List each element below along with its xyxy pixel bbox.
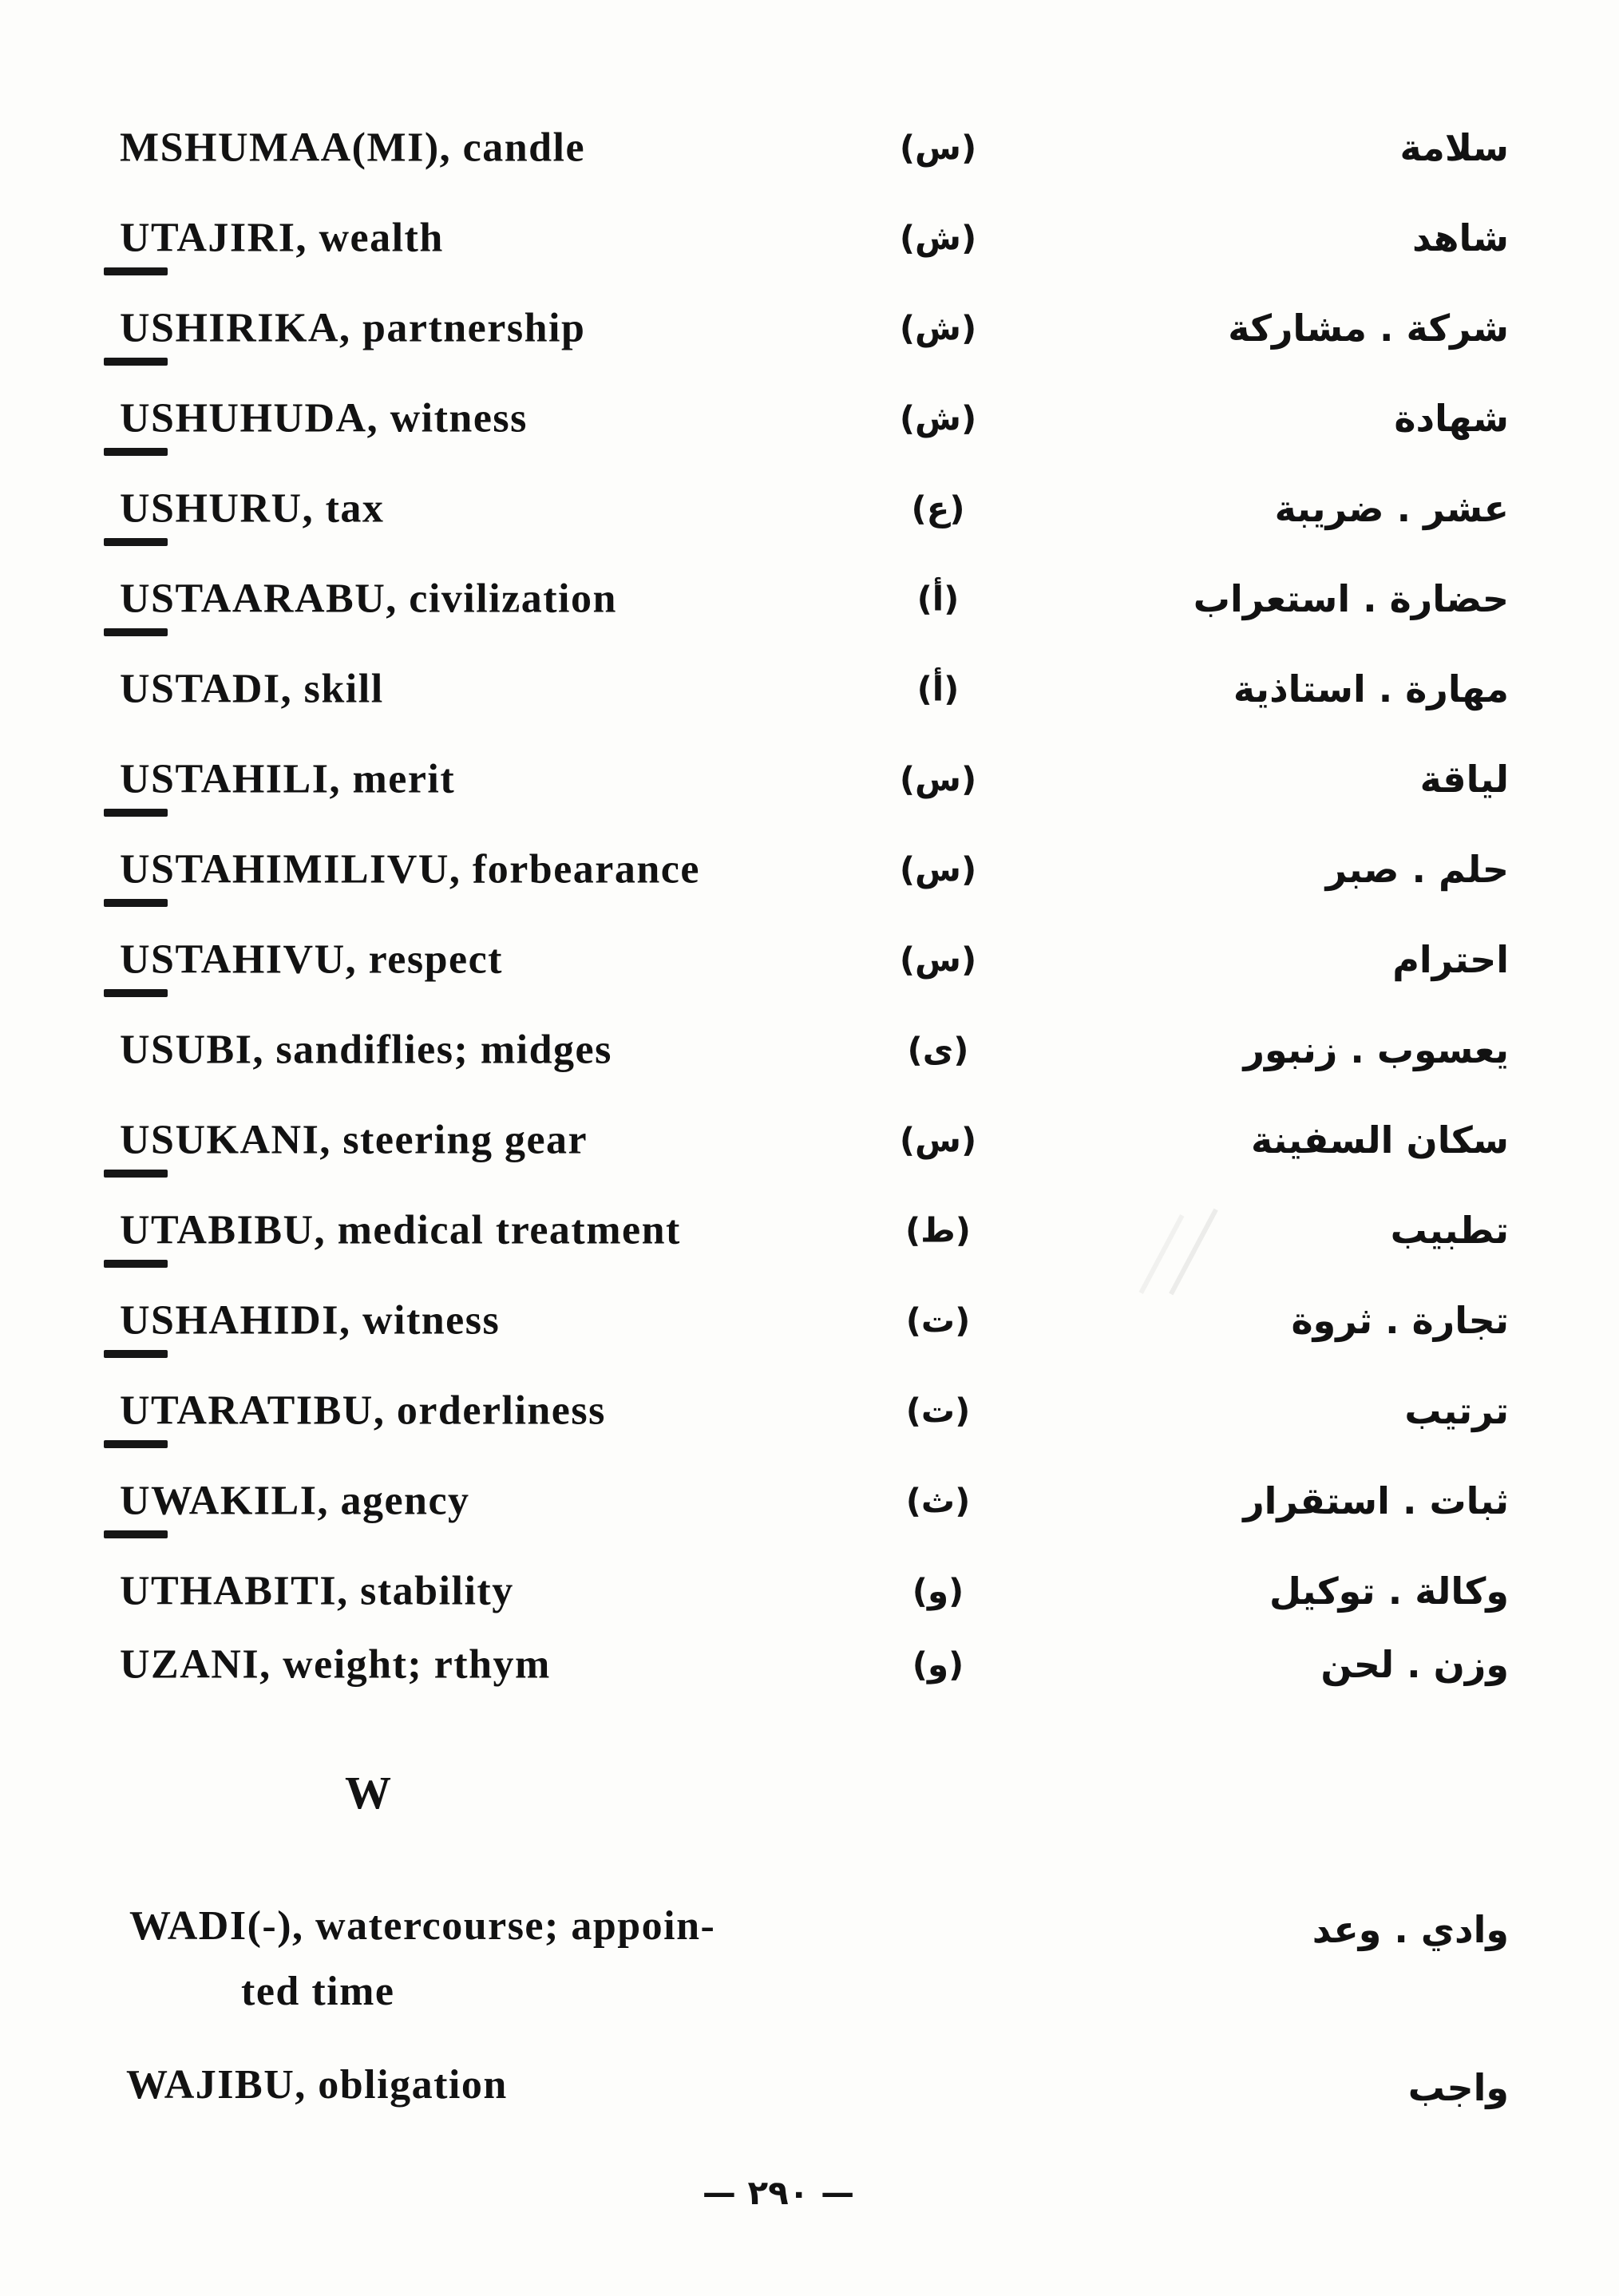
entry-term-line2: ted time bbox=[241, 1969, 395, 2014]
entry-row bbox=[0, 825, 1619, 914]
entry-term-line1: WADI(-), watercourse; appoin- bbox=[129, 1903, 716, 1949]
entry-row bbox=[0, 1276, 1619, 1365]
entry-row bbox=[0, 1456, 1619, 1546]
entry-term-wadi bbox=[129, 1894, 715, 2025]
entry-pos-letter: (أ) bbox=[916, 579, 960, 619]
entry-arabic: عشر . ضريبة bbox=[1274, 487, 1509, 530]
entry-term-wajibu: WAJIBU, obligation bbox=[126, 2062, 508, 2108]
section-header-w: W bbox=[345, 1767, 391, 1819]
entry-pos-letter: (ش) bbox=[899, 308, 977, 348]
prefix-dash bbox=[104, 809, 168, 817]
entry-pos-letter: (س) bbox=[899, 1120, 977, 1160]
entry-row bbox=[0, 464, 1619, 553]
page-number: — ٢٩٠ — bbox=[702, 2173, 855, 2212]
entry-term: MSHUMAA(MI), candle bbox=[120, 125, 586, 171]
prefix-dash bbox=[104, 538, 168, 546]
entry-arabic: يعسوب . زنبور bbox=[1243, 1028, 1509, 1071]
prefix-dash bbox=[104, 448, 168, 456]
entry-pos-letter: (و) bbox=[912, 1645, 964, 1684]
entry-row bbox=[0, 644, 1619, 734]
entry-row bbox=[0, 554, 1619, 643]
entry-arabic: وزن . لحن bbox=[1320, 1643, 1509, 1686]
entry-arabic: شاهد bbox=[1412, 216, 1509, 259]
entry-arabic: شهادة bbox=[1394, 397, 1509, 440]
entry-row bbox=[0, 915, 1619, 1004]
entry-row bbox=[0, 1186, 1619, 1275]
entry-pos-letter: (س) bbox=[899, 849, 977, 889]
entry-row bbox=[0, 1620, 1619, 1709]
prefix-dash bbox=[104, 899, 168, 907]
entry-row bbox=[0, 283, 1619, 373]
entry-arabic: وكالة . توكيل bbox=[1269, 1570, 1509, 1613]
entry-arabic: ترتيب bbox=[1404, 1389, 1509, 1432]
entry-pos-letter: (ى) bbox=[907, 1030, 969, 1070]
entry-term: UTHABITI, stability bbox=[120, 1568, 514, 1614]
entry-arabic: سلامة bbox=[1399, 126, 1509, 169]
entry-arabic: لياقة bbox=[1419, 758, 1509, 801]
entry-term: USTADI, skill bbox=[120, 666, 384, 712]
entry-pos-letter: (ت) bbox=[905, 1391, 971, 1431]
entry-term: UWAKILI, agency bbox=[120, 1478, 470, 1524]
entry-row bbox=[0, 1366, 1619, 1455]
entry-arabic: تجارة . ثروة bbox=[1291, 1299, 1509, 1342]
entry-pos-letter: (ث) bbox=[905, 1481, 971, 1521]
entry-arabic: تطبيب bbox=[1390, 1209, 1509, 1252]
entry-row bbox=[0, 734, 1619, 824]
entry-pos-letter: (ت) bbox=[905, 1300, 971, 1340]
entry-arabic: مهارة . استاذية bbox=[1233, 667, 1509, 711]
entry-term: USUKANI, steering gear bbox=[120, 1117, 588, 1163]
entry-term: USTAARABU, civilization bbox=[120, 576, 617, 622]
entry-pos-letter: (ع) bbox=[911, 489, 965, 528]
entry-term: UTARATIBU, orderliness bbox=[120, 1387, 606, 1434]
entry-term: USHIRIKA, partnership bbox=[120, 305, 586, 351]
entry-pos-letter: (س) bbox=[899, 128, 977, 168]
entry-row bbox=[0, 1095, 1619, 1185]
entry-arabic: ثبات . استقرار bbox=[1243, 1479, 1509, 1522]
entry-term: USUBI, sandiflies; midges bbox=[120, 1027, 612, 1073]
entry-arabic: حضارة . استعراب bbox=[1193, 577, 1509, 620]
entry-row bbox=[0, 193, 1619, 283]
entry-row bbox=[0, 1005, 1619, 1095]
entry-arabic: حلم . صبر bbox=[1325, 848, 1509, 891]
prefix-dash bbox=[104, 1350, 168, 1358]
entry-arabic: شركة . مشاركة bbox=[1228, 307, 1509, 350]
entry-pos-letter: (أ) bbox=[916, 669, 960, 709]
entry-term: USTAHIMILIVU, forbearance bbox=[120, 846, 700, 893]
prefix-dash bbox=[104, 989, 168, 997]
entry-term: UTABIBU, medical treatment bbox=[120, 1207, 681, 1253]
prefix-dash bbox=[104, 1440, 168, 1448]
entry-row bbox=[0, 374, 1619, 463]
entry-term: UTAJIRI, wealth bbox=[120, 215, 444, 261]
entry-term: UZANI, weight; rthym bbox=[120, 1641, 551, 1688]
entry-term: USHAHIDI, witness bbox=[120, 1297, 501, 1344]
prefix-dash bbox=[104, 358, 168, 366]
entry-arabic: سكان السفينة bbox=[1251, 1118, 1509, 1162]
entry-term: USHURU, tax bbox=[120, 485, 385, 532]
entry-pos-letter: (ش) bbox=[899, 218, 977, 258]
prefix-dash bbox=[104, 628, 168, 636]
prefix-dash bbox=[104, 1260, 168, 1268]
entry-pos-letter: (س) bbox=[899, 759, 977, 799]
entry-arabic-wajibu: واجب bbox=[1407, 2066, 1509, 2109]
entry-term: USHUHUDA, witness bbox=[120, 395, 528, 441]
prefix-dash bbox=[104, 267, 168, 275]
entry-row bbox=[0, 103, 1619, 192]
prefix-dash bbox=[104, 1530, 168, 1538]
entry-term: USTAHILI, merit bbox=[120, 756, 456, 802]
entry-arabic: احترام bbox=[1392, 938, 1509, 981]
entry-pos-letter: (ط) bbox=[905, 1210, 971, 1250]
entry-term: USTAHIVU, respect bbox=[120, 936, 503, 983]
entry-pos-letter: (ش) bbox=[899, 398, 977, 438]
entry-pos-letter: (و) bbox=[912, 1571, 964, 1611]
prefix-dash bbox=[104, 1170, 168, 1178]
entry-arabic-wadi: وادي . وعد bbox=[1312, 1908, 1509, 1951]
entry-pos-letter: (س) bbox=[899, 940, 977, 980]
